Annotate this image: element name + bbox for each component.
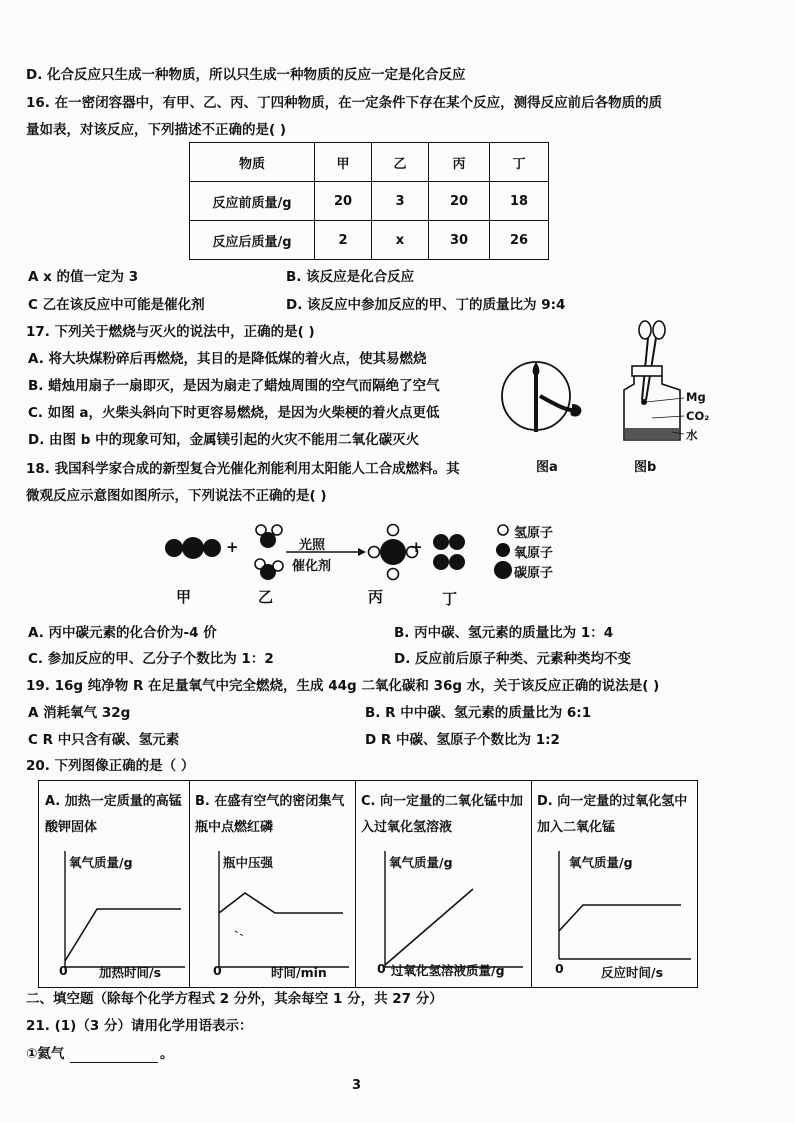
graph-d-plot	[531, 781, 697, 987]
graph-a-plot	[39, 781, 189, 987]
q19-option-d: D R 中碳、氢原子个数比为 1:2	[365, 732, 560, 748]
q21-stem: 21. (1)（3 分）请用化学用语表示：	[26, 1018, 253, 1034]
graph-caption: A. 加热一定质量的高锰酸钾固体	[45, 794, 182, 835]
table-cell: 2	[315, 221, 372, 260]
table-cell: 物质	[190, 143, 315, 182]
table-cell: 20	[429, 182, 490, 221]
q16-stem-line1: 16. 在一密闭容器中，有甲、乙、丙、丁四种物质，在一定条件下存在某个反应，测得反应前后各物质的质	[26, 95, 663, 111]
graph-d-curve	[559, 905, 681, 931]
graph-option-c	[355, 781, 532, 987]
molecule-ding	[433, 534, 465, 570]
q20-stem: 20. 下列图像正确的是（ ）	[26, 758, 195, 774]
q17-option-d: D. 由图 b 中的现象可知，金属镁引起的火灾不能用二氧化碳灭火	[28, 432, 420, 448]
q18-stem-line1: 18. 我国科学家合成的新型复合光催化剂能利用太阳能人工合成燃料。其	[26, 461, 460, 477]
q19-option-c: C R 中只含有碳、氢元素	[28, 732, 180, 748]
q19-option-a: A 消耗氧气 32g	[28, 705, 131, 721]
q17-stem: 17. 下列关于燃烧与灭火的说法中，正确的是( )	[26, 324, 315, 340]
legend-carbon: 碳原子	[514, 566, 554, 581]
molecule-yi-2	[255, 559, 283, 580]
graph-y-label: 氧气质量/g	[569, 855, 633, 870]
table-cell: 乙	[372, 143, 429, 182]
graph-x-label: 过氧化氢溶液质量/g	[391, 963, 505, 978]
graph-a-curve	[65, 909, 181, 961]
table-header-row	[190, 143, 549, 182]
match-figure-a	[498, 354, 588, 454]
graph-origin: 0	[555, 961, 564, 976]
arrow-condition-light: 光照	[299, 538, 326, 553]
graph-caption: C. 向一定量的二氧化锰中加入过氧化氢溶液	[361, 794, 524, 835]
figure-b-label-co2: CO₂	[686, 409, 710, 423]
graph-caption: D. 向一定量的过氧化氢中加入二氧化锰	[537, 794, 688, 835]
table-cell: 丁	[490, 143, 549, 182]
arrow-condition-catalyst: 催化剂	[292, 559, 332, 574]
q18-option-b: B. 丙中碳、氢元素的质量比为 1：4	[394, 625, 614, 641]
label-ding: 丁	[442, 590, 458, 608]
plus-sign: +	[410, 538, 423, 556]
table-cell: 26	[490, 221, 549, 260]
q21-item1-label: ①氦气	[26, 1046, 65, 1062]
q21-item1-blank[interactable]	[70, 1062, 158, 1063]
table-cell: x	[372, 221, 429, 260]
table-cell: 18	[490, 182, 549, 221]
magnesium-co2-jar-figure-b	[612, 318, 692, 446]
plus-sign: +	[226, 538, 239, 556]
table-cell: 反应前质量/g	[190, 182, 315, 221]
legend-carbon-symbol	[494, 561, 512, 579]
table-cell: 反应后质量/g	[190, 221, 315, 260]
section-heading: 二、填空题（除每个化学方程式 2 分外，其余每空 1 分，共 27 分）	[26, 991, 443, 1007]
q15-option-d: D. 化合反应只生成一种物质，所以只生成一种物质的反应一定是化合反应	[26, 67, 466, 83]
graph-x-label: 时间/min	[271, 965, 327, 980]
figure-b-label-water: 水	[686, 428, 698, 442]
legend-hydrogen: 氢原子	[514, 526, 554, 541]
molecule-yi-1	[256, 525, 282, 548]
graph-origin: 0	[377, 961, 386, 976]
table-cell: 丙	[429, 143, 490, 182]
q16-option-b: B. 该反应是化合反应	[286, 269, 415, 285]
label-bing: 丙	[368, 588, 384, 606]
q18-option-a: A. 丙中碳元素的化合价为-4 价	[28, 625, 217, 641]
graph-origin: 0	[213, 963, 222, 978]
page-number: 3	[352, 1078, 362, 1093]
table-cell: 20	[315, 182, 372, 221]
graph-x-label: 反应时间/s	[601, 965, 664, 980]
graph-y-label: 氧气质量/g	[389, 855, 453, 870]
q17-option-c: C. 如图 a，火柴头斜向下时更容易燃烧，是因为火柴梗的着火点更低	[28, 405, 440, 421]
label-yi: 乙	[258, 588, 274, 606]
graph-origin: 0	[59, 963, 68, 978]
graph-y-label: 瓶中压强	[223, 855, 274, 870]
molecule-jia	[165, 537, 221, 559]
q16-stem-line2: 量如表，对该反应，下列描述不正确的是( )	[26, 122, 287, 138]
table-cell: 3	[372, 182, 429, 221]
q20-graphs-table	[38, 780, 698, 988]
graph-option-d	[531, 781, 697, 987]
graph-c-plot	[355, 781, 531, 987]
q21-item1-end: 。	[160, 1046, 174, 1062]
legend-oxygen-symbol	[496, 543, 510, 557]
legend-hydrogen-symbol	[498, 525, 508, 535]
graph-y-label: 氧气质量/g	[69, 855, 133, 870]
table-cell: 30	[429, 221, 490, 260]
graph-option-b	[189, 781, 356, 987]
q16-option-d: D. 该反应中参加反应的甲、丁的质量比为 9:4	[286, 297, 566, 313]
q16-option-a: A x 的值一定为 3	[28, 269, 139, 285]
q19-stem: 19. 16g 纯净物 R 在足量氧气中完全燃烧，生成 44g 二氧化碳和 36g 水，关于该反应正确的说法是( )	[26, 678, 660, 694]
table-cell: 甲	[315, 143, 372, 182]
q19-option-b: B. R 中中碳、氢元素的质量比为 6:1	[365, 705, 592, 721]
figure-b-caption: 图b	[634, 460, 657, 475]
graph-option-a	[39, 781, 190, 987]
q18-stem-line2: 微观反应示意图如图所示，下列说法不正确的是( )	[26, 488, 327, 504]
figure-b-label-mg: Mg	[686, 390, 706, 404]
q16-option-c: C 乙在该反应中可能是催化剂	[28, 297, 205, 313]
q16-mass-table	[189, 142, 549, 260]
q17-option-a: A. 将大块煤粉碎后再燃烧，其目的是降低煤的着火点，使其易燃烧	[28, 351, 427, 367]
table-row	[190, 221, 549, 260]
figure-a-caption: 图a	[536, 460, 558, 475]
table-row	[190, 182, 549, 221]
q18-option-d: D. 反应前后原子种类、元素种类均不变	[394, 651, 632, 667]
graph-x-label: 加热时间/s	[99, 965, 162, 980]
graph-c-curve	[385, 889, 473, 965]
q18-option-c: C. 参加反应的甲、乙分子个数比为 1：2	[28, 651, 274, 667]
label-jia: 甲	[176, 588, 192, 606]
legend-oxygen: 氧原子	[514, 546, 554, 561]
q17-option-b: B. 蜡烛用扇子一扇即灭，是因为扇走了蜡烛周围的空气而隔绝了空气	[28, 378, 440, 394]
graph-b-plot	[189, 781, 355, 987]
graph-b-curve	[219, 893, 343, 913]
graph-caption: B. 在盛有空气的密闭集气瓶中点燃红磷	[195, 794, 345, 835]
